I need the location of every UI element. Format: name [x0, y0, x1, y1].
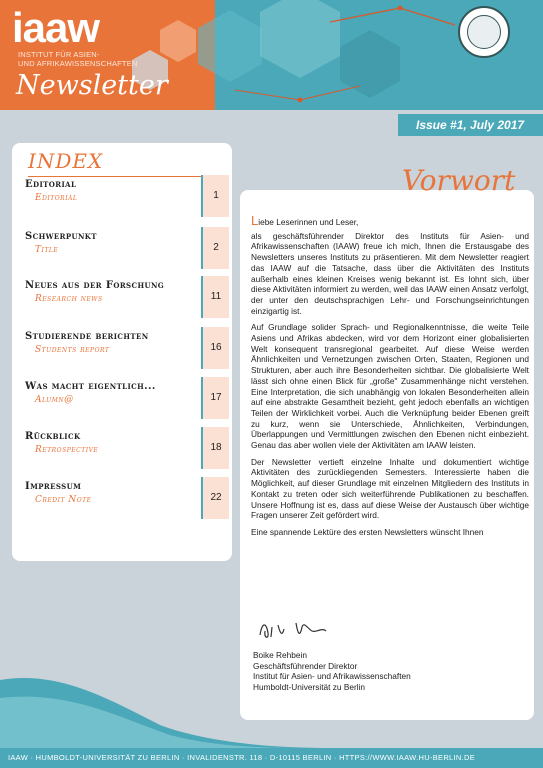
- index-item-rueckblick[interactable]: Rückblick Retrospective 18: [25, 427, 225, 469]
- page-number: 16: [201, 327, 229, 369]
- page-number: 17: [201, 377, 229, 419]
- newsletter-title: Newsletter: [16, 70, 168, 101]
- salutation: Liebe Leserinnen und Leser,: [251, 213, 359, 228]
- vorwort-title: Vorwort: [402, 164, 516, 197]
- page-number: 2: [201, 227, 229, 269]
- index-title: INDEX: [28, 149, 104, 173]
- index-item-alumni[interactable]: Was macht eigentlich... Alumn@ 17: [25, 377, 225, 419]
- vorwort-body: [251, 213, 529, 544]
- index-panel: [12, 143, 232, 561]
- footer-address-bar: IAAW · HUMBOLDT-UNIVERSITÄT ZU BERLIN · INVALIDENSTR. 118 · D-10115 BERLIN · HTTPS://WWW.IAAW.HU-BERLIN.DE: [0, 748, 543, 768]
- iaaw-logo: iaaw: [12, 4, 100, 51]
- logo-subtitle: INSTITUT FÜR ASIEN- UND AFRIKAWISSENSCHAFTEN: [18, 50, 138, 68]
- paragraph: Auf Grundlage solider Sprach- und Regionalkenntnisse, die weite Teile Asiens und Afrikas abdecken, wird vor dem Horizont einer globalisierten Welt konsequent transregional gearbeitet. Auf diese Weise werden Ähnlichkeiten und Vernetzungen zwischen Orten, Staaten, Regionen und Strukturen, aber auch ihre Besonderheiten sichtbar. Die globalisierte Welt lässt sich ohne einen Blick für „große" Zusammenhänge nicht verstehen. Eine Interpretation, die sich unabhängig von lokalen Besonderheiten allein auf eine abstrakte Gesamtheit bezieht, geht jedoch ebenfalls an wichtigen Teilen der Wirklichkeit vorbei. Auch die Verknüpfung beider Ebenen greift zu kurz, wenn sie Unterschiede, Ähnlichkeiten, Verbindungen, Überlappungen und Vermittlungen zwischen den Ebenen nicht einbezieht. Genau das aber wollen viele der Aktivitäten am IAAW leisten.: [251, 322, 529, 451]
- university-seal: [458, 6, 510, 58]
- paragraph: als geschäftsführender Direktor des Instituts für Asien- und Afrikawissenschaften (IAAW) freue ich mich, Ihnen die Erstausgabe des Newsletters unseres Instituts zu präsentieren. Mit dem Newsletter reagiert das IAAW auf die Tatsache, dass über die Aktivitäten des Instituts außerhalb eines kleinen Kreises wenig bekannt ist. Es lohnt sich, über diese Aktivitäten informiert zu werden, weil das IAAW einen Ansatz verfolgt, der unter den deutschsprachigen Lehr- und Forschungseinrichtungen einzigartig ist.: [251, 230, 529, 316]
- signature-block: Boike Rehbein Geschäftsführender Direktor Institut für Asien- und Afrikawissenschaften Humboldt-Universität zu Berlin: [253, 650, 411, 692]
- header-banner: [0, 0, 543, 110]
- page-number: 22: [201, 477, 229, 519]
- index-item-impressum[interactable]: Impressum Credit Note 22: [25, 477, 225, 519]
- issue-label: Issue #1, July 2017: [398, 114, 543, 136]
- page-number: 11: [201, 276, 229, 318]
- paragraph: Eine spannende Lektüre des ersten Newsletters wünscht Ihnen: [251, 526, 484, 537]
- page-number: 18: [201, 427, 229, 469]
- index-item-forschung[interactable]: Neues aus der Forschung Research news 11: [25, 276, 225, 318]
- handwritten-signature: [256, 615, 356, 645]
- index-item-editorial[interactable]: Editorial Editorial 1: [25, 175, 225, 217]
- index-item-schwerpunkt[interactable]: Schwerpunkt Title 2: [25, 227, 225, 269]
- index-item-studierende[interactable]: Studierende berichten Students report 16: [25, 327, 225, 369]
- page-number: 1: [201, 175, 229, 217]
- paragraph: Der Newsletter vertieft einzelne Inhalte und dokumentiert wichtige Aktivitäten des zurückliegenden Semesters. Interessierte haben die Möglichkeit, auf dieser Grundlage mit einzelnen Mitgliedern des Instituts in Kontakt zu treten oder sich weiterführende Publikationen zu beschaffen. Unsere Hoffnung ist es, dass auf diese Weise der Austausch über wichtige Fragen unserer Zeit gefördert wird.: [251, 456, 529, 521]
